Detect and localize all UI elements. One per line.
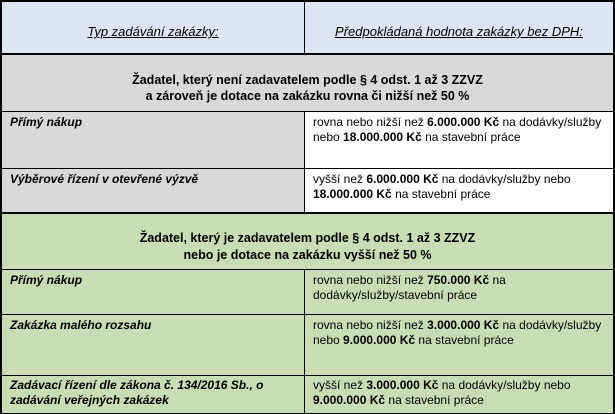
table-row [2, 169, 613, 214]
section-title-line: a zároveň je dotace na zakázku rovna či nižší než 50 % [145, 89, 470, 103]
table-row [2, 376, 613, 413]
section-title-contracting-authority [2, 214, 613, 270]
row-value-open-call-selection: vyšší než 6.000.000 Kč na dodávky/služby nebo 18.000.000 Kč na stavební práce [305, 169, 613, 212]
header-label-estimated-value: Předpokládaná hodnota zakázky bez DPH: [335, 24, 583, 40]
section-title-line: Žadatel, který je zadavatelem podle § 4 odst. 1 až 3 ZZVZ [139, 231, 476, 245]
row-label-direct-purchase: Přímý nákup [2, 112, 305, 168]
row-value-procurement-procedure-law: vyšší než 3.000.000 Kč na dodávky/služby nebo 9.000.000 Kč na stavební práce [305, 376, 613, 413]
header-cell-estimated-value [305, 2, 613, 53]
table-row [2, 112, 613, 169]
table-row [2, 315, 613, 376]
section-non-contracting-authority [2, 112, 613, 214]
section-contracting-authority [2, 270, 613, 413]
section-title-non-contracting-authority [2, 55, 613, 112]
table-row [2, 270, 613, 315]
header-label-procurement-type: Typ zadávání zakázky: [87, 24, 219, 40]
section-title-line: Žadatel, který není zadavatelem podle § 4 odst. 1 až 3 ZZVZ [132, 72, 483, 87]
row-label-small-scale-contract: Zakázka malého rozsahu [2, 315, 305, 375]
header-cell-procurement-type [2, 2, 305, 53]
row-value-small-scale-contract: rovna nebo nižší než 3.000.000 Kč na dodávky/služby nebo 9.000.000 Kč na stavební práce [305, 315, 613, 375]
row-label-open-call-selection: Výběrové řízení v otevřené výzvě [2, 169, 305, 212]
row-value-direct-purchase-2: rovna nebo nižší než 750.000 Kč na dodávky/služby/stavební práce [305, 270, 613, 314]
row-value-direct-purchase: rovna nebo nižší než 6.000.000 Kč na dodávky/služby nebo 18.000.000 Kč na stavební práce [305, 112, 613, 168]
row-label-direct-purchase-2: Přímý nákup [2, 270, 305, 314]
row-label-procurement-procedure-law: Zadávací řízení dle zákona č. 134/2016 Sb., o zadávání veřejných zakázek [2, 376, 305, 413]
section-title-line: nebo je dotace na zakázku vyšší než 50 % [183, 247, 432, 262]
table-header-row [2, 2, 613, 55]
